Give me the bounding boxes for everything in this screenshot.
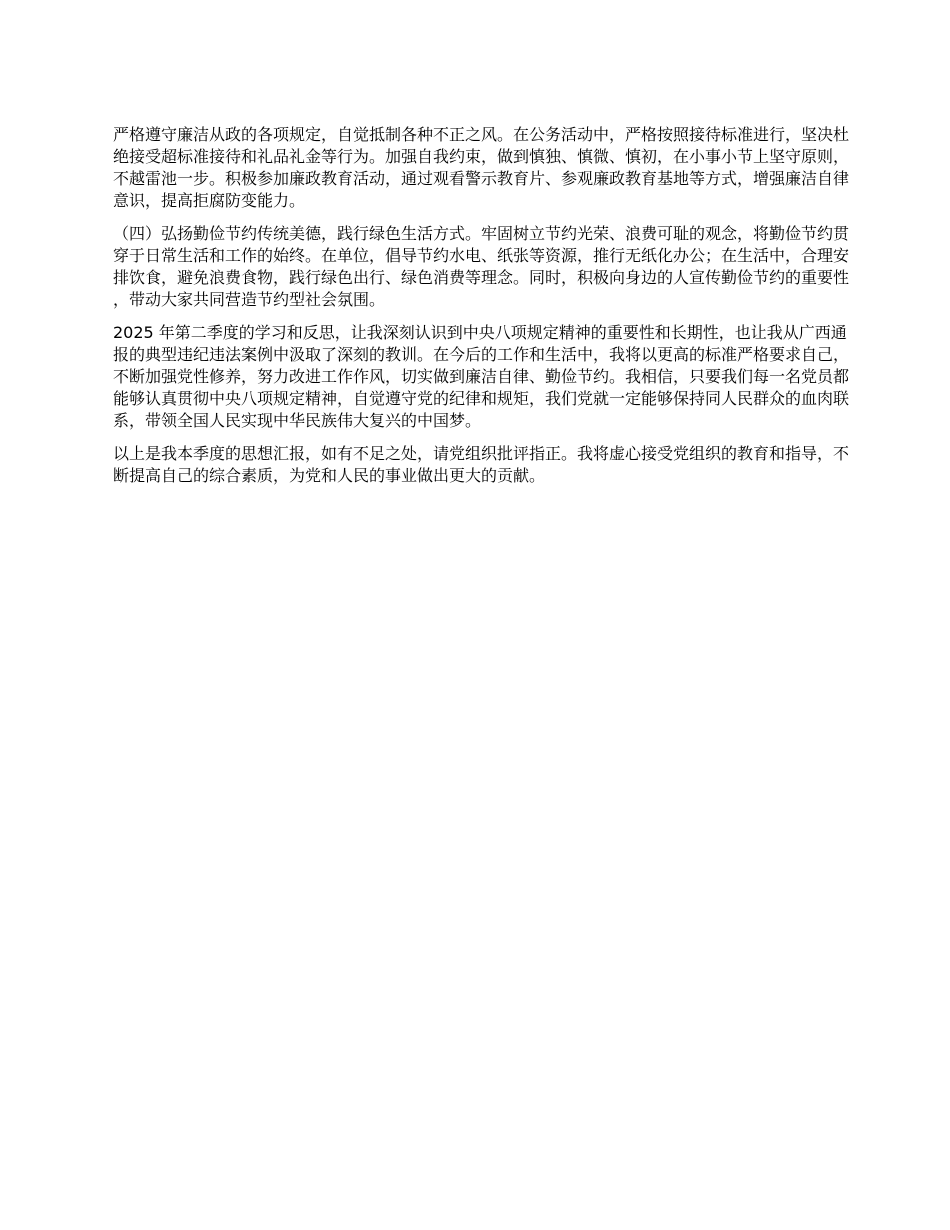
paragraph-reflection: 2025 年第二季度的学习和反思，让我深刻认识到中央八项规定精神的重要性和长期性，也让我从广西通报的典型违纪违法案例中汲取了深刻的教训。在今后的工作和生活中，我将以更高的标准严格要求自己，不断加强党性修养，努力改进工作作风，切实做到廉洁自律、勤俭节约。我相信，只要我们每一名党员都能够认真贯彻中央八项规定精神，自觉遵守党的纪律和规矩，我们党就一定能够保持同人民群众的血肉联系，带领全国人民实现中华民族伟大复兴的中国梦。: [113, 323, 850, 430]
paragraph-frugality: （四）弘扬勤俭节约传统美德，践行绿色生活方式。牢固树立节约光荣、浪费可耻的观念，将勤俭节约贯穿于日常生活和工作的始终。在单位，倡导节约水电、纸张等资源，推行无纸化办公；在生活中，合理安排饮食，避免浪费食物，践行绿色出行、绿色消费等理念。同时，积极向身边的人宣传勤俭节约的重要性，带动大家共同营造节约型社会氛围。: [113, 224, 850, 309]
document-page: [113, 124, 858, 498]
paragraph-closing: 以上是我本季度的思想汇报，如有不足之处，请党组织批评指正。我将虚心接受党组织的教育和指导，不断提高自己的综合素质，为党和人民的事业做出更大的贡献。: [113, 444, 850, 485]
paragraph-integrity: 严格遵守廉洁从政的各项规定，自觉抵制各种不正之风。在公务活动中，严格按照接待标准进行，坚决杜绝接受超标准接待和礼品礼金等行为。加强自我约束，做到慎独、慎微、慎初，在小事小节上坚守原则，不越雷池一步。积极参加廉政教育活动，通过观看警示教育片、参观廉政教育基地等方式，增强廉洁自律意识，提高拒腐防变能力。: [113, 125, 850, 210]
